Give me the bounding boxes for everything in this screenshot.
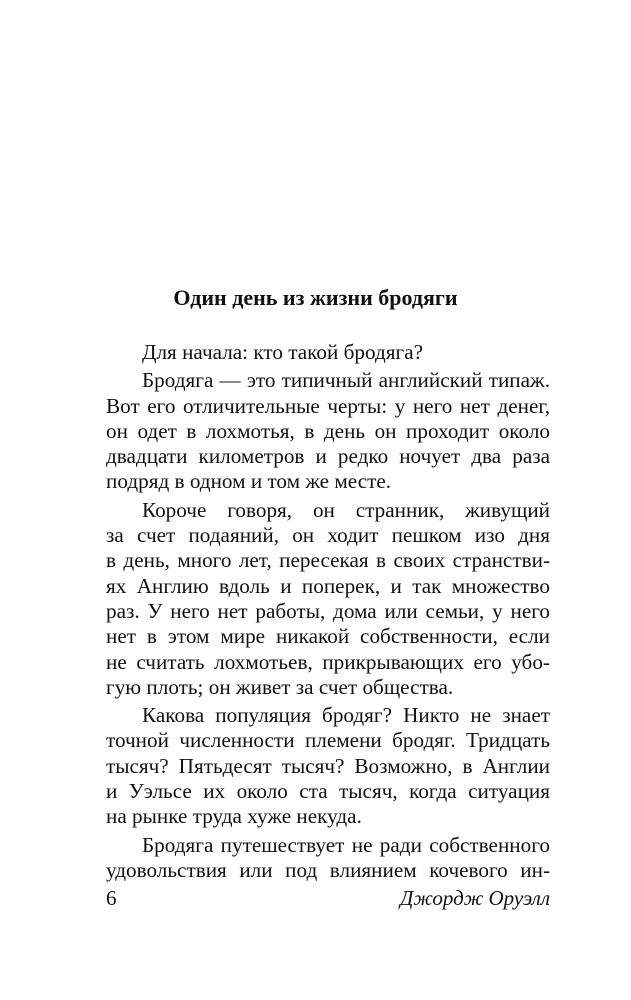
paragraph <box>106 340 550 365</box>
text-line: не считать лохмотьев, прикрывающих его убо- <box>106 649 550 674</box>
text-line: раз. У него нет работы, дома или семьи, у него <box>106 598 550 623</box>
paragraph <box>106 498 550 700</box>
text-line: двадцати километров и редко ночует два раза <box>106 444 550 469</box>
page-footer <box>106 883 550 913</box>
text-line: он одет в лохмотья, в день он проходит около <box>106 418 550 443</box>
paragraph <box>106 833 550 884</box>
text-line: Бродяга путешествует не ради собственного <box>142 832 550 857</box>
text-line: нет в этом мире никакой собственности, если <box>106 624 550 649</box>
text-line: точной численности племени бродяг. Тридцать <box>106 728 550 753</box>
text-line: удовольствия или под влиянием кочевого ин- <box>106 857 550 882</box>
text-line: на рынке труда хуже некуда. <box>106 804 362 829</box>
text-line: подряд в одном и том же месте. <box>106 469 392 494</box>
page-number: 6 <box>106 886 117 910</box>
text-line: гую плоть; он живет за счет общества. <box>106 674 454 699</box>
body-text <box>106 340 550 883</box>
paragraph <box>106 703 550 829</box>
text-line: Бродяга — это типичный английский типаж. <box>142 368 550 393</box>
text-line: Вот его отличительные черты: у него нет денег, <box>106 393 550 418</box>
text-line: ях Англию вдоль и поперек, и так множество <box>106 573 550 598</box>
chapter-title: Один день из жизни бродяги <box>173 285 458 310</box>
text-line: Для начала: кто такой бродяга? <box>142 340 424 364</box>
running-author: Джордж Оруэлл <box>400 886 550 910</box>
text-line: тысяч? Пятьдесят тысяч? Возможно, в Англии <box>106 753 550 778</box>
text-line: в день, много лет, пересекая в своих странстви- <box>106 548 550 573</box>
text-line: и Уэльсе их около ста тысяч, когда ситуация <box>106 779 550 804</box>
text-line: за счет подаяний, он ходит пешком изо дня <box>106 523 550 548</box>
paragraph <box>106 368 550 494</box>
text-line: Короче говоря, он странник, живущий <box>142 497 550 522</box>
text-line: Какова популяция бродяг? Никто не знает <box>142 703 550 728</box>
